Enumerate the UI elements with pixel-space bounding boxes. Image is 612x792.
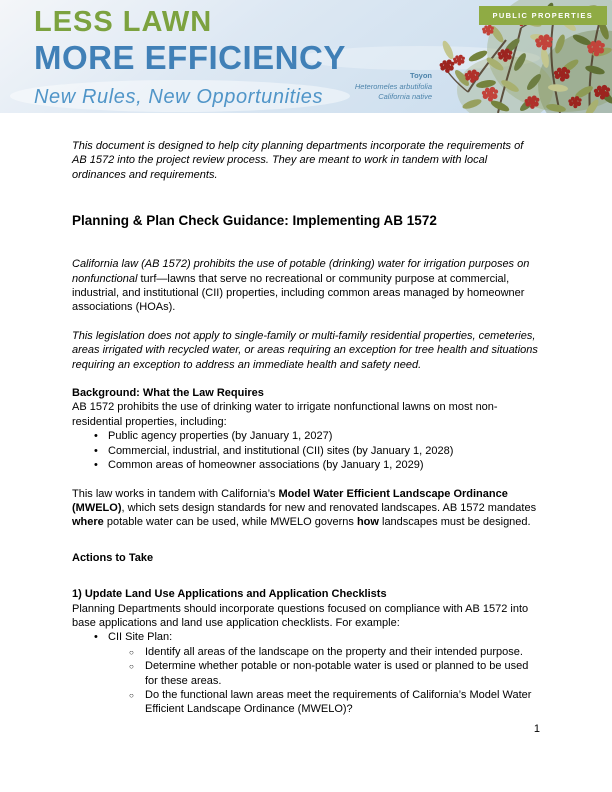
list-item: • Commercial, industrial, and institutional (CII) sites (by January 1, 2028)	[108, 444, 540, 458]
plant-caption	[355, 71, 432, 103]
list-item: ○ Determine whether potable or non-potable water is used or planned to be used for these areas.	[145, 659, 540, 688]
action1-bullet-list	[72, 630, 540, 716]
legislation-scope-paragraph: This legislation does not apply to single-family or multi-family residential properties, cemeteries, areas irrigated with recycled water, or areas requiring an exception for tree health and situations requiring an exception to address an immediate health and safety need.	[72, 329, 538, 371]
action1-heading: 1) Update Land Use Applications and Application Checklists	[72, 588, 387, 601]
document-title: Planning & Plan Check Guidance: Implementing AB 1572	[72, 213, 437, 229]
plant-latin-name: Heteromeles arbutifolia	[354, 81, 432, 91]
action1-intro: Planning Departments should incorporate questions focused on compliance with AB 1572 into base applications and land use application checklists. For example:	[72, 602, 529, 629]
plant-origin: California native	[378, 92, 432, 101]
category-badge: PUBLIC PROPERTIES	[479, 6, 607, 25]
cii-site-plan-sublist	[108, 645, 540, 717]
background-intro: AB 1572 prohibits the use of drinking water to irrigate nonfunctional lawns on most non-residential properties, including:	[72, 401, 498, 428]
document-body	[0, 113, 612, 717]
law-overview-regular: turf—lawns that serve no recreational or community purpose at commercial, industrial, and institutional (CII) properties, including common areas managed by homeowner associations (HOAs).	[72, 272, 525, 314]
law-overview-italic: California law (AB 1572) prohibits the use of potable (drinking) water for irrigation purposes on nonfunctional	[72, 258, 530, 285]
mwelo-tandem-paragraph: This law works in tandem with California’s Model Water Efficient Landscape Ordinance (MWELO), which sets design standards for new and renovated landscapes. AB 1572 mandates where potable water can be used, while MWELO governs how landscapes must be designed.	[72, 487, 537, 529]
background-bullet-list	[72, 429, 540, 472]
header-banner	[0, 0, 612, 113]
header-tagline: New Rules, New Opportunities	[34, 86, 324, 108]
list-item: ○ Identify all areas of the landscape on the property and their intended purpose.	[145, 645, 540, 659]
plant-name: Toyon	[410, 71, 432, 80]
intro-paragraph: This document is designed to help city planning departments incorporate the requirements of AB 1572 into the project review process. They are meant to work in tandem with local ordinances and requirements.	[72, 140, 524, 181]
page-number: 1	[533, 723, 540, 735]
background-heading: Background: What the Law Requires	[72, 387, 264, 400]
actions-heading: Actions to Take	[72, 551, 154, 564]
law-overview-paragraph	[72, 257, 540, 315]
header-titles	[34, 5, 346, 109]
list-item: • Public agency properties (by January 1, 2027)	[108, 429, 540, 443]
list-item: • Common areas of homeowner associations (by January 1, 2029)	[108, 458, 540, 472]
list-item	[108, 630, 540, 716]
title-more-efficiency: MORE EFFICIENCY	[34, 39, 346, 76]
title-less-lawn: LESS LAWN	[34, 6, 213, 38]
cii-site-plan-label: CII Site Plan:	[108, 631, 173, 644]
list-item: ○ Do the functional lawn areas meet the requirements of California’s Model Water Efficient Landscape Ordinance (MWELO)?	[145, 688, 540, 717]
